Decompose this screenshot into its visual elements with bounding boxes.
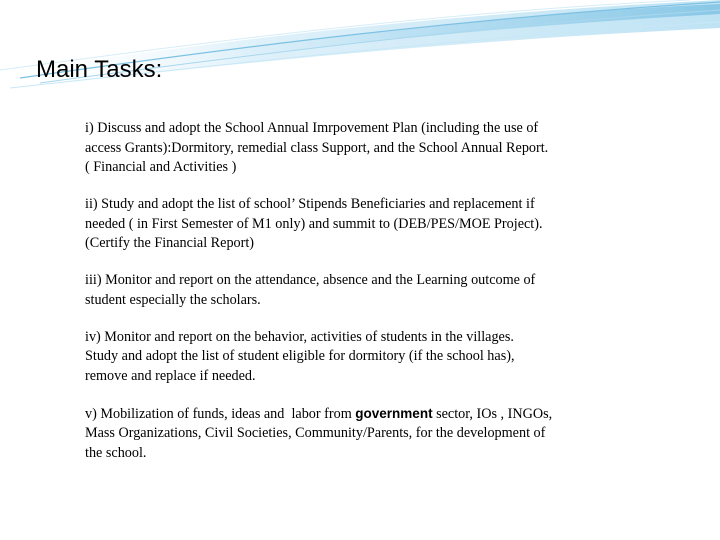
task-text-line: ii) Study and adopt the list of school’ Stipends Beneficiaries and replacement if (85, 196, 535, 212)
task-text-line: access Grants):Dormitory, remedial class Support, and the School Annual Report. (85, 139, 549, 156)
task-item-1 (85, 119, 625, 178)
task-text-line: iii) Monitor and report on the attendance, absence and the Learning outcome of (85, 272, 536, 288)
task-text-line: student especially the scholars. (85, 291, 261, 308)
task-text-line: Mass Organizations, Civil Societies, Community/Parents, for the development of (85, 425, 546, 441)
task-text-line: ( Financial and Activities ) (85, 159, 237, 175)
emphasis-government: government (355, 405, 433, 421)
task-text-line: iv) Monitor and report on the behavior, activities of students in the villages. (85, 328, 514, 345)
task-item-2 (85, 195, 625, 254)
task-text-line: needed ( in First Semester of M1 only) and summit to (DEB/PES/MOE Project). (85, 215, 543, 232)
task-item-3 (85, 271, 625, 310)
task-text-line: i) Discuss and adopt the School Annual Imrpovement Plan (including the use of (85, 120, 539, 136)
task-item-5 (85, 404, 625, 464)
task-text-line: Study and adopt the list of student eligible for dormitory (if the school has), (85, 348, 515, 364)
task-text-line: remove and replace if needed. (85, 367, 256, 384)
slide-title: Main Tasks: (36, 56, 163, 83)
task-text-segment: sector, IOs , INGOs, (432, 405, 553, 422)
task-text-segment: v) Mobilization of funds, ideas and labor from (85, 405, 356, 422)
task-text-line (85, 404, 625, 425)
task-list (85, 119, 625, 481)
task-item-4 (85, 328, 625, 387)
task-text-line: the school. (85, 444, 147, 461)
header-swoosh-decoration (0, 0, 720, 100)
task-text-line: (Certify the Financial Report) (85, 235, 255, 251)
